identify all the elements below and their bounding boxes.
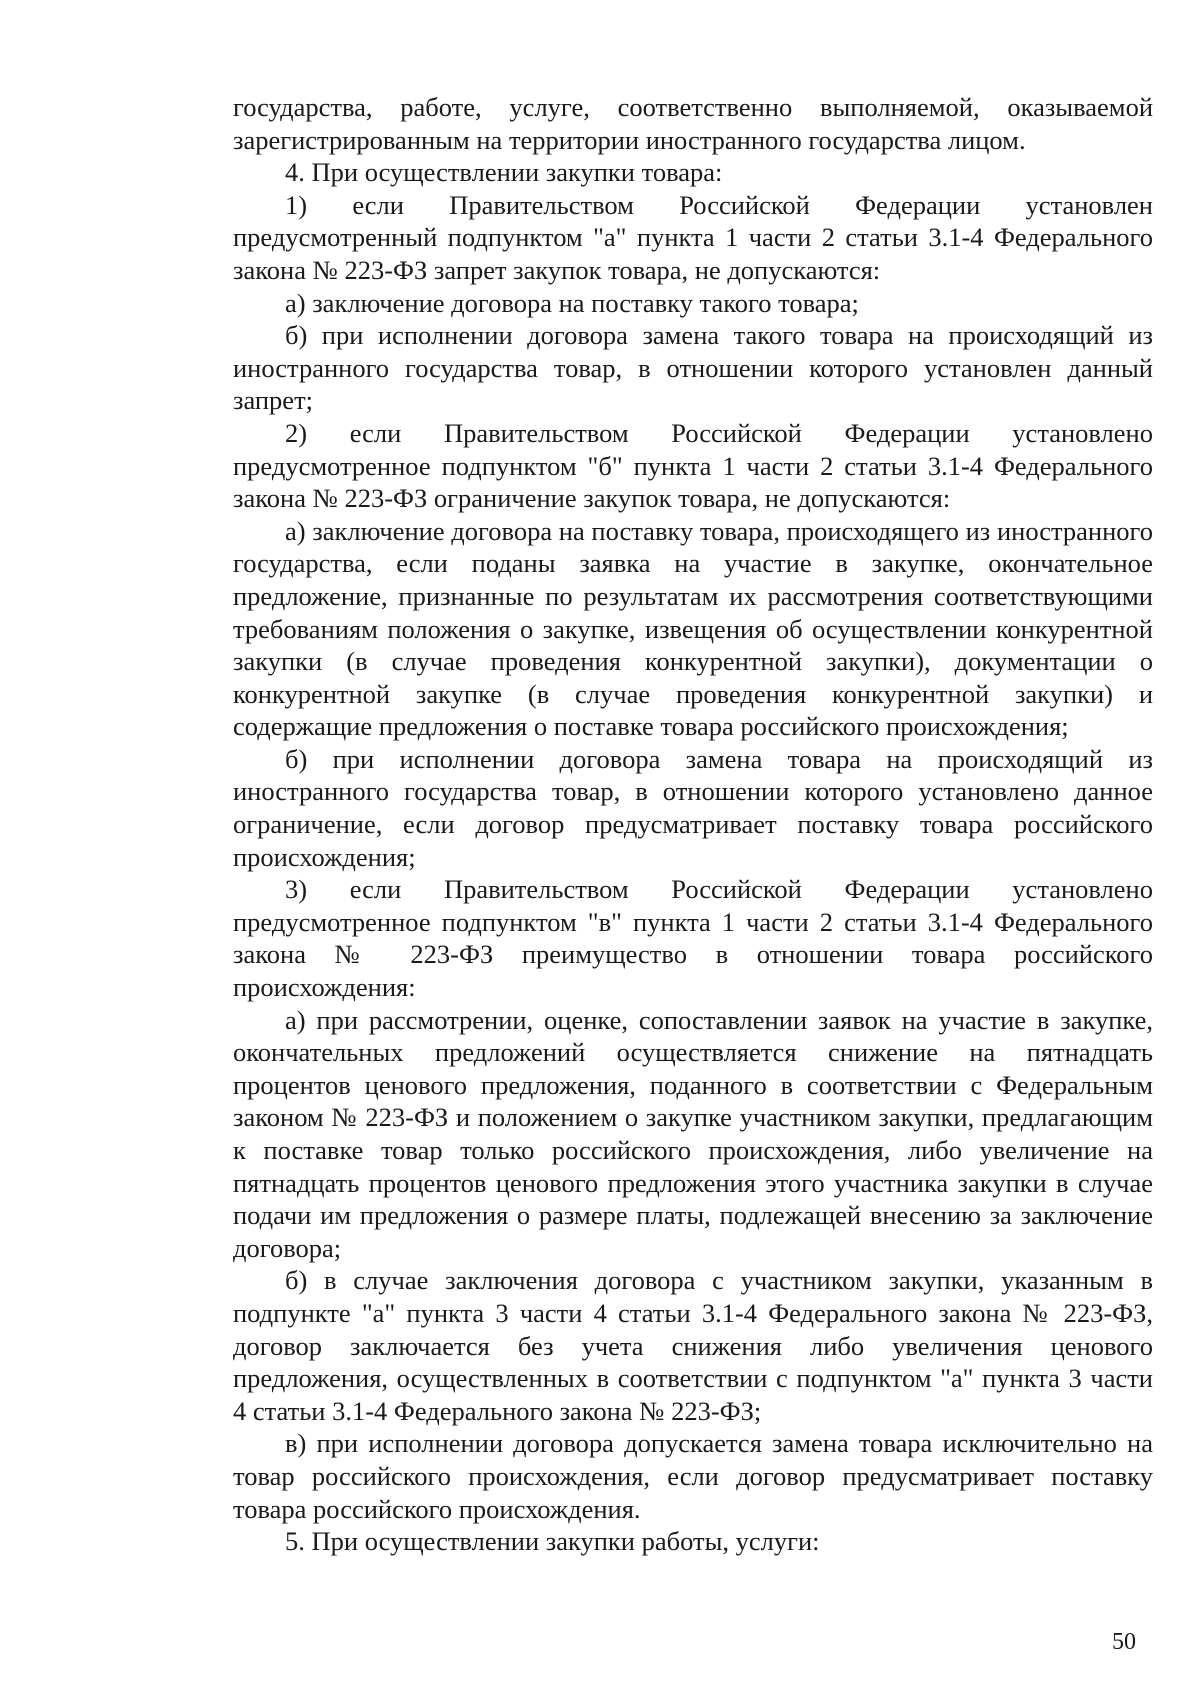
- paragraph-continuation: государства, работе, услуге, соответственно выполняемой, оказываемой зарегистрированным на территории иностранного государства лицом.: [233, 92, 1153, 155]
- paragraph-item-2: 2) если Правительством Российской Федерации установлено предусмотренное подпунктом "б" пункта 1 части 2 статьи 3.1-4 Федерального закона № 223-ФЗ ограничение закупок товара, не допускаются:: [233, 417, 1153, 514]
- paragraph-item-3: 3) если Правительством Российской Федерации установлено предусмотренное подпунктом "в" пункта 1 части 2 статьи 3.1-4 Федерального закона № 223-ФЗ преимущество в отношении товара российского происхождения:: [233, 874, 1153, 1003]
- paragraph-item-2a: а) заключение договора на поставку товара, происходящего из иностранного государства, если поданы заявка на участие в закупке, окончательное предложение, признанные по результатам их рассмотрения соответствующими требованиям положения о закупке, извещения об осуществлении конкурентной закупки (в случае проведения конкурентной закупки), документации о конкурентной закупке (в случае проведения конкурентной закупки) и содержащие предложения о поставке товара российского происхождения;: [233, 515, 1153, 742]
- paragraph-item-1a: а) заключение договора на поставку такого товара;: [285, 287, 859, 318]
- paragraph-item-1: 1) если Правительством Российской Федерации установлен предусмотренный подпунктом "а" пункта 1 части 2 статьи 3.1-4 Федерального закона № 223-ФЗ запрет закупок товара, не допускаются:: [233, 189, 1153, 285]
- paragraph-item-1b: б) при исполнении договора замена такого товара на происходящий из иностранного государства товар, в отношении которого установлен данный запрет;: [233, 320, 1153, 416]
- paragraph-item-3b: б) в случае заключения договора с участником закупки, указанным в подпункте "а" пункта 3 части 4 статьи 3.1-4 Федерального закона № 223-ФЗ, договор заключается без учета снижения либо увеличения ценового предложения, осуществленных в соответствии с подпунктом "а" пункта 3 части 4 статьи 3.1-4 Федерального закона № 223-ФЗ;: [233, 1265, 1153, 1426]
- paragraph-item-3a: а) при рассмотрении, оценке, сопоставлении заявок на участие в закупке, окончательных предложений осуществляется снижение на пятнадцать процентов ценового предложения, поданного в соответствии с Федеральным законом № 223-ФЗ и положением о закупке участником закупки, предлагающим к поставке товар только российского происхождения, либо увеличение на пятнадцать процентов ценового предложения этого участника закупки в случае подачи им предложения о размере платы, подлежащей внесению за заключение договора;: [233, 1004, 1153, 1263]
- paragraph-section-4: 4. При осуществлении закупки товара:: [285, 157, 723, 188]
- page-number: 50: [1112, 1629, 1136, 1655]
- paragraph-section-5: 5. При осуществлении закупки работы, услуги:: [285, 1526, 820, 1557]
- paragraph-item-2b: б) при исполнении договора замена товара на происходящий из иностранного государства товар, в отношении которого установлено данное ограничение, если договор предусматривает поставку товара российского происхождения;: [233, 743, 1153, 872]
- paragraph-item-3c: в) при исполнении договора допускается замена товара исключительно на товар российского происхождения, если договор предусматривает поставку товара российского происхождения.: [233, 1428, 1153, 1524]
- document-body: [233, 91, 1153, 1558]
